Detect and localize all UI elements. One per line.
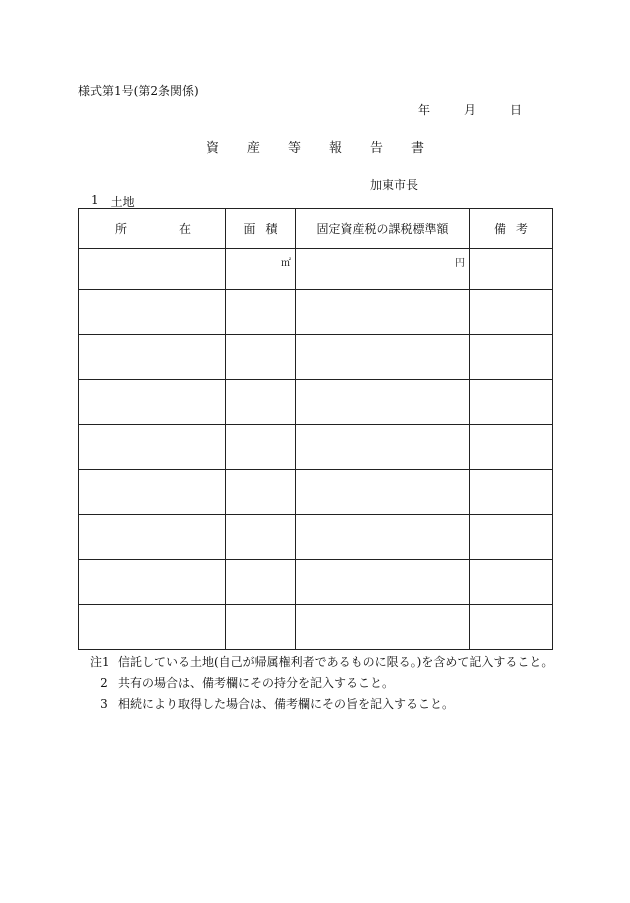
cell-tax-value[interactable] xyxy=(296,249,470,290)
date-month: 月 xyxy=(463,103,476,117)
table-row xyxy=(79,380,553,425)
note-text: 共有の場合は、備考欄にその持分を記入すること。 xyxy=(118,676,395,690)
cell-area[interactable] xyxy=(226,560,296,605)
cell-area[interactable] xyxy=(226,380,296,425)
cell-tax-value[interactable] xyxy=(296,380,470,425)
cell-area[interactable] xyxy=(226,249,296,290)
table-header-row xyxy=(79,209,553,249)
land-table xyxy=(78,208,553,650)
cell-remarks[interactable] xyxy=(470,249,553,290)
cell-location[interactable] xyxy=(79,335,226,380)
cell-remarks[interactable] xyxy=(470,335,553,380)
cell-location[interactable] xyxy=(79,380,226,425)
cell-location[interactable] xyxy=(79,605,226,650)
cell-area[interactable] xyxy=(226,515,296,560)
addressee: 加東市長 xyxy=(370,178,419,192)
cell-remarks[interactable] xyxy=(470,380,553,425)
cell-remarks[interactable] xyxy=(470,425,553,470)
note-number: 3 xyxy=(100,697,108,711)
cell-area[interactable] xyxy=(226,605,296,650)
note-number: 注1 xyxy=(90,655,110,669)
table-row xyxy=(79,425,553,470)
table-row xyxy=(79,515,553,560)
header-tax-value: 固定資産税の課税標準額 xyxy=(296,209,470,249)
note-text: 相続により取得した場合は、備考欄にその旨を記入すること。 xyxy=(118,697,455,711)
note-item xyxy=(90,673,553,694)
cell-remarks[interactable] xyxy=(470,515,553,560)
cell-location[interactable] xyxy=(79,425,226,470)
date-day: 日 xyxy=(509,103,522,117)
cell-area[interactable] xyxy=(226,425,296,470)
cell-remarks[interactable] xyxy=(470,470,553,515)
header-location-2: 在 xyxy=(178,222,191,236)
cell-tax-value[interactable] xyxy=(296,605,470,650)
form-id: 様式第1号(第2条関係) xyxy=(78,84,199,98)
section-number: 1 xyxy=(91,193,99,207)
cell-tax-value[interactable] xyxy=(296,335,470,380)
note-number: 2 xyxy=(100,676,108,690)
header-location-1: 所 xyxy=(115,222,128,236)
cell-tax-value[interactable] xyxy=(296,515,470,560)
notes xyxy=(90,652,553,715)
cell-location[interactable] xyxy=(79,290,226,335)
header-area: 面積 xyxy=(226,209,296,249)
table-row xyxy=(79,560,553,605)
header-location xyxy=(79,209,226,249)
document-title: 資産等報告書 xyxy=(205,141,452,156)
section-label: 土地 xyxy=(110,195,135,209)
note-item xyxy=(90,652,553,673)
table-row xyxy=(79,290,553,335)
note-text: 信託している土地(自己が帰属権利者であるものに限る。)を含めて記入すること。 xyxy=(118,655,554,669)
cell-tax-value[interactable] xyxy=(296,425,470,470)
table-row xyxy=(79,249,553,290)
cell-location[interactable] xyxy=(79,515,226,560)
cell-location[interactable] xyxy=(79,249,226,290)
unit-area: ㎡ xyxy=(281,258,291,269)
cell-area[interactable] xyxy=(226,470,296,515)
unit-yen: 円 xyxy=(455,258,465,269)
cell-remarks[interactable] xyxy=(470,605,553,650)
table-row xyxy=(79,335,553,380)
cell-remarks[interactable] xyxy=(470,290,553,335)
note-item xyxy=(90,694,553,715)
date-line xyxy=(418,101,522,118)
table-row xyxy=(79,470,553,515)
cell-location[interactable] xyxy=(79,470,226,515)
table-row xyxy=(79,605,553,650)
date-year: 年 xyxy=(417,103,430,117)
cell-tax-value[interactable] xyxy=(296,560,470,605)
cell-tax-value[interactable] xyxy=(296,290,470,335)
header-remarks: 備考 xyxy=(470,209,553,249)
cell-location[interactable] xyxy=(79,560,226,605)
cell-tax-value[interactable] xyxy=(296,470,470,515)
cell-area[interactable] xyxy=(226,335,296,380)
cell-remarks[interactable] xyxy=(470,560,553,605)
cell-area[interactable] xyxy=(226,290,296,335)
